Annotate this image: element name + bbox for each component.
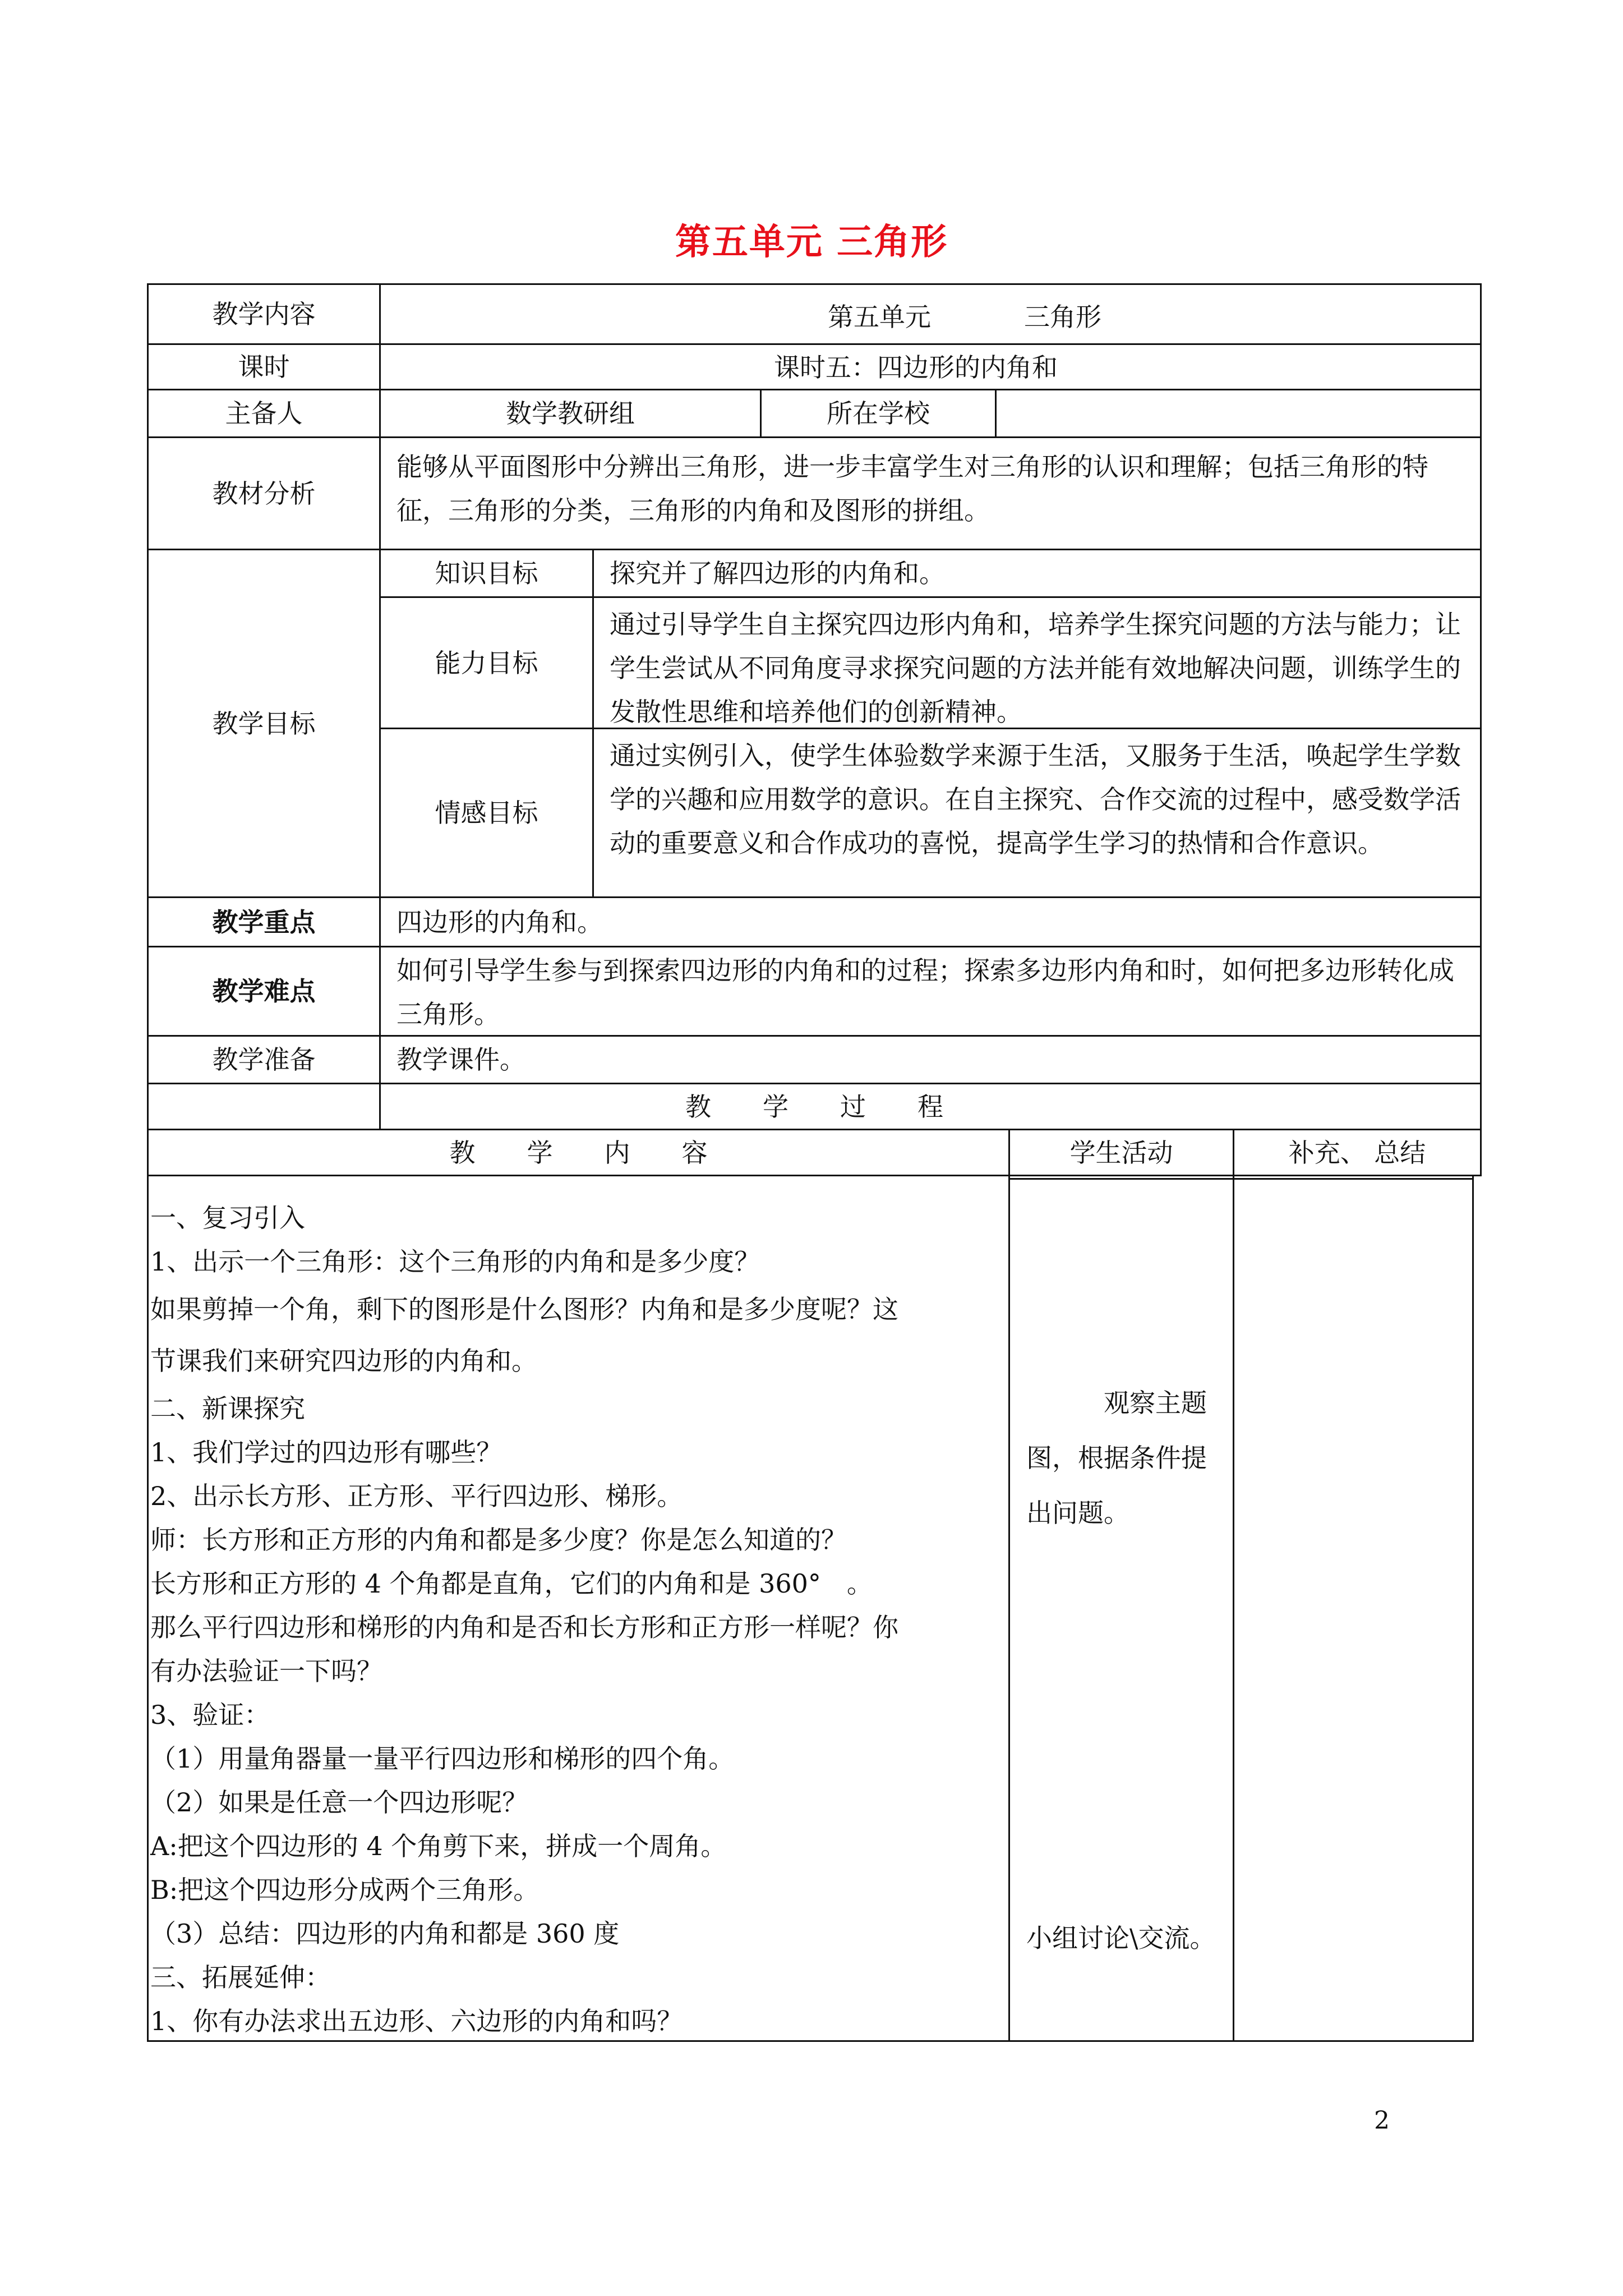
process-line: 二、新课探究 (150, 1393, 305, 1424)
difficulty-value: 如何引导学生参与到探索四边形的内角和的过程；探索多边形内角和时，如何把多边形转化成三角形。 (396, 955, 1454, 1029)
prep-label: 教学准备 (212, 1045, 316, 1075)
process-line: 那么平行四边形和梯形的内角和是否和长方形和正方形一样呢？你 (150, 1612, 898, 1642)
column-summary-header: 补充、 总结 (1288, 1137, 1426, 1168)
column-activity-header: 学生活动 (1069, 1137, 1173, 1168)
process-line: 1、你有办法求出五边形、六边形的内角和吗？ (150, 2006, 683, 2036)
content-label: 教学内容 (212, 299, 316, 329)
process-line: 如果剪掉一个角，剩下的图形是什么图形？内角和是多少度呢？这 (150, 1294, 898, 1324)
objectives-label: 教学目标 (212, 708, 316, 739)
process-header: 教 学 过 程 (685, 1091, 943, 1122)
activity-line: 出问题。 (1026, 1498, 1129, 1528)
process-line: 2、出示长方形、正方形、平行四边形、梯形。 (150, 1481, 683, 1511)
ability-label: 能力目标 (435, 647, 538, 678)
process-line: 一、复习引入 (150, 1203, 305, 1233)
page-number: 2 (1374, 2106, 1390, 2135)
school-label: 所在学校 (827, 398, 930, 429)
content-topic: 三角形 (1024, 302, 1101, 332)
process-line: A:把这个四边形的 4 个角剪下来，拼成一个周角。 (150, 1831, 727, 1861)
process-line: 三、拓展延伸： (150, 1962, 331, 1993)
preparer-value: 数学教研组 (506, 398, 635, 429)
key-value: 四边形的内角和。 (396, 907, 603, 937)
process-line: （3）总结：四边形的内角和都是 360 度 (150, 1918, 620, 1949)
process-line: 1、我们学过的四边形有哪些？ (150, 1437, 502, 1467)
school-value (997, 390, 1480, 436)
process-line: 有办法验证一下吗？ (150, 1656, 382, 1686)
process-content (150, 1196, 1008, 2043)
key-label: 教学重点 (212, 907, 316, 937)
process-line: （1）用量角器量一量平行四边形和梯形的四个角。 (150, 1743, 735, 1774)
activity-discuss: 小组讨论\交流。 (1026, 1923, 1216, 1953)
knowledge-value: 探究并了解四边形的内角和。 (610, 558, 945, 588)
knowledge-label: 知识目标 (435, 558, 538, 588)
process-line: 3、验证： (150, 1700, 270, 1730)
page-title: 第五单元 三角形 (675, 221, 948, 263)
lesson-value: 课时五：四边形的内角和 (774, 352, 1058, 383)
preparer-label: 主备人 (225, 398, 303, 429)
difficulty-label: 教学难点 (212, 976, 316, 1006)
prep-value: 教学课件。 (396, 1045, 525, 1075)
column-content-header: 教 学 内 容 (449, 1137, 708, 1168)
analysis-value: 能够从平面图形中分辨出三角形，进一步丰富学生对三角形的认识和理解；包括三角形的特征，三角形的分类，三角形的内角和及图形的拼组。 (396, 452, 1428, 526)
process-line: 节课我们来研究四边形的内角和。 (150, 1346, 537, 1376)
process-line: 1、出示一个三角形：这个三角形的内角和是多少度？ (150, 1246, 760, 1277)
process-line: （2）如果是任意一个四边形呢？ (150, 1787, 528, 1818)
content-unit: 第五单元 (828, 302, 931, 332)
analysis-label: 教材分析 (212, 478, 316, 509)
activity-line: 图，根据条件提 (1026, 1443, 1207, 1473)
process-line: 长方形和正方形的 4 个角都是直角，它们的内角和是 360° 。 (150, 1568, 873, 1599)
emotion-value: 通过实例引入，使学生体验数学来源于生活，又服务于生活，唤起学生学数学的兴趣和应用数学的意识。在自主探究、合作交流的过程中，感受数学活动的重要意义和合作成功的喜悦，提高学生学习的热情和合作意识。 (610, 740, 1461, 858)
process-line: 师：长方形和正方形的内角和都是多少度？你是怎么知道的？ (150, 1525, 847, 1555)
activity-line: 观察主题 (1104, 1388, 1207, 1418)
process-line: B:把这个四边形分成两个三角形。 (150, 1875, 540, 1905)
activity-observe (1026, 1375, 1234, 1544)
lesson-label: 课时 (238, 352, 290, 382)
emotion-label: 情感目标 (435, 798, 538, 828)
ability-value: 通过引导学生自主探究四边形内角和，培养学生探究问题的方法与能力；让学生尝试从不同角度寻求探究问题的方法并能有效地解决问题，训练学生的发散性思维和培养他们的创新精神。 (610, 609, 1461, 727)
